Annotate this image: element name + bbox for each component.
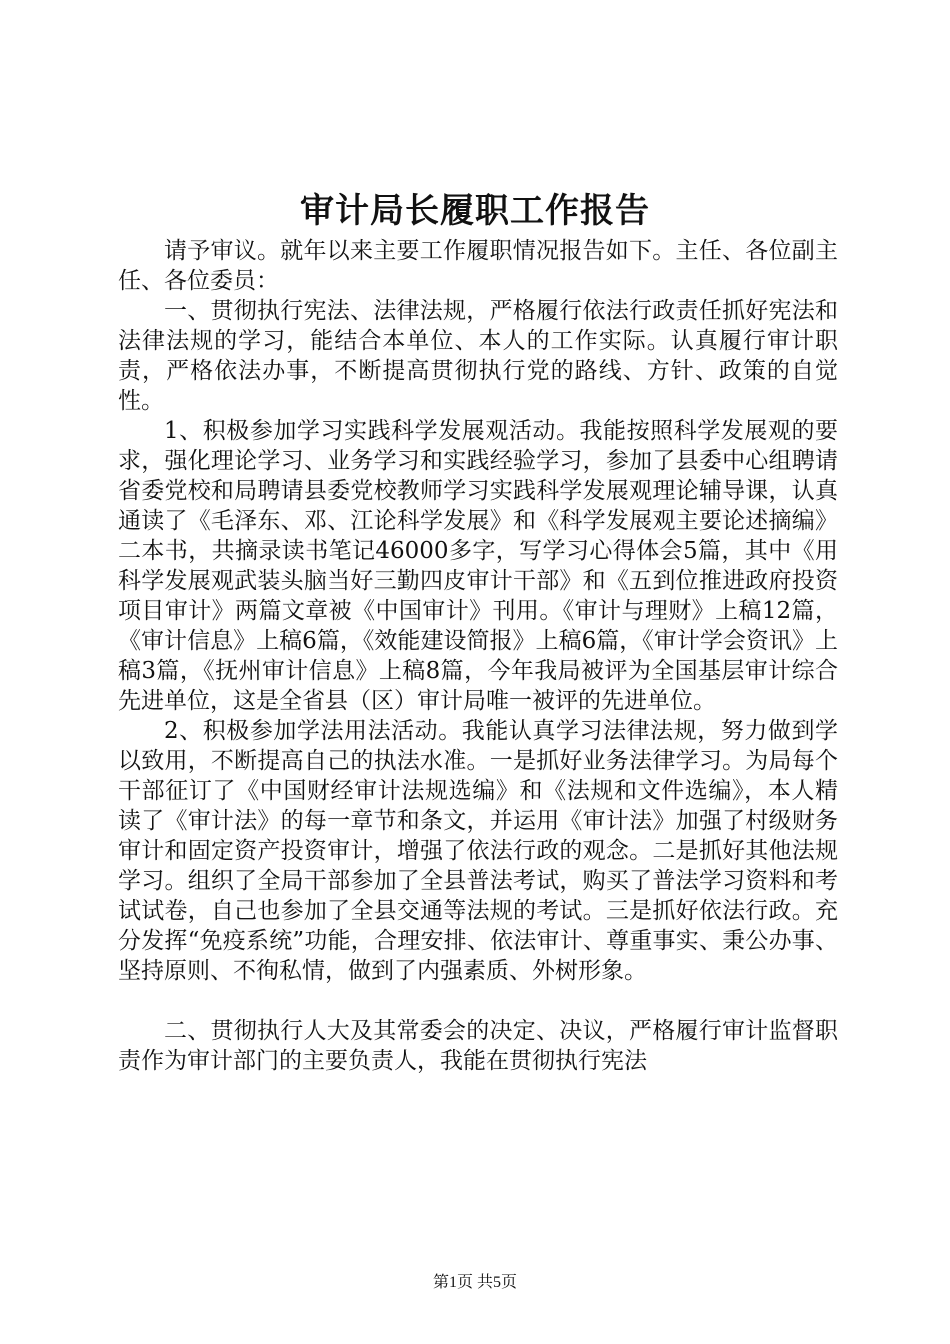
document-body [118, 236, 838, 1076]
paragraph-intro: 请予审议。就年以来主要工作履职情况报告如下。主任、各位副主任、各位委员： [118, 238, 838, 294]
paragraph-item-2: 2、积极参加学法用法活动。我能认真学习法律法规，努力做到学以致用，不断提高自己的执法水准。一是抓好业务法律学习。为局每个干部征订了《中国财经审计法规选编》和《法规和文件选编》，本人精读了《审计法》的每一章节和条文，并运用《审计法》加强了村级财务审计和固定资产投资审计，增强了依法行政的观念。二是抓好其他法规学习。组织了全局干部参加了全县普法考试，购买了普法学习资料和考试试卷，自己也参加了全县交通等法规的考试。三是抓好依法行政。充分发挥“免疫系统”功能，合理安排、依法审计、尊重事实、秉公办事、坚持原则、不徇私情，做到了内强素质、外树形象。 [118, 718, 838, 984]
document-title: 审计局长履职工作报告 [300, 191, 650, 231]
page-footer: 第1页 共5页 [432, 1274, 517, 1291]
paragraph-section-1: 一、贯彻执行宪法、法律法规，严格履行依法行政责任抓好宪法和法律法规的学习，能结合本单位、本人的工作实际。认真履行审计职责，严格依法办事，不断提高贯彻执行党的路线、方针、政策的自觉性。 [118, 298, 838, 414]
paragraph-section-2: 二、贯彻执行人大及其常委会的决定、决议，严格履行审计监督职责作为审计部门的主要负责人，我能在贯彻执行宪法 [118, 1018, 838, 1074]
paragraph-item-1: 1、积极参加学习实践科学发展观活动。我能按照科学发展观的要求，强化理论学习、业务学习和实践经验学习，参加了县委中心组聘请省委党校和局聘请县委党校教师学习实践科学发展观理论辅导课，认真通读了《毛泽东、邓、江论科学发展》和《科学发展观主要论述摘编》二本书，共摘录读书笔记46000多字，写学习心得体会5篇，其中《用科学发展观武装头脑当好三勤四皮审计干部》和《五到位推进政府投资项目审计》两篇文章被《中国审计》刊用。《审计与理财》上稿12篇，《审计信息》上稿6篇，《效能建设简报》上稿6篇，《审计学会资讯》上稿3篇，《抚州审计信息》上稿8篇，今年我局被评为全国基层审计综合先进单位，这是全省县（区）审计局唯一被评的先进单位。 [118, 418, 838, 714]
